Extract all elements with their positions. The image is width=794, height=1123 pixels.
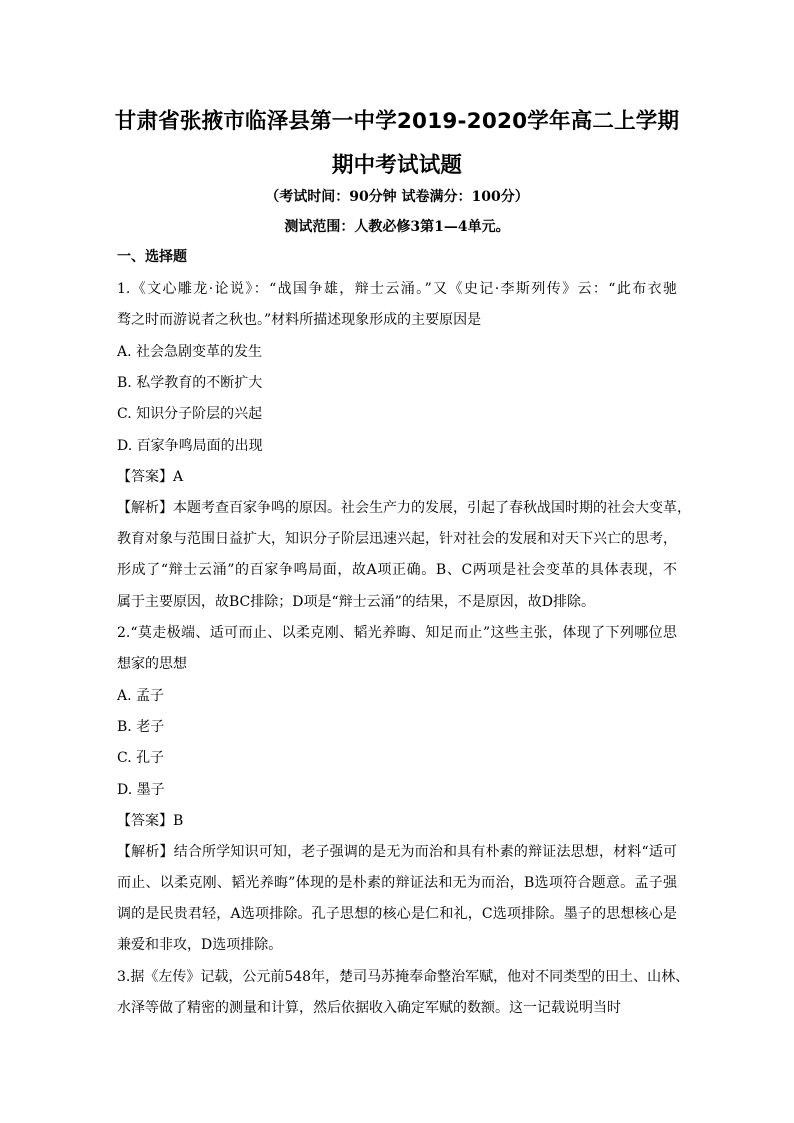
q1-analysis-line-3: 形成了“辩士云涌”的百家争鸣局面，故A项正确。B、C两项是社会变革的具体表现，不 <box>117 562 677 578</box>
q1-answer: 【答案】A <box>117 469 184 485</box>
q2-option-c: C. 孔子 <box>117 750 165 766</box>
exam-info: （考试时间：90分钟 试卷满分：100分） <box>265 189 529 205</box>
q3-stem-line-1: 3.据《左传》记载，公元前548年，楚司马苏掩奉命整治军赋，他对不同类型的田土、山林、 <box>117 969 690 985</box>
q1-analysis-line-2: 教育对象与范围日益扩大，知识分子阶层迅速兴起，针对社会的发展和对天下兴亡的思考， <box>117 531 677 547</box>
q1-stem-line-1: 1.《文心雕龙·论说》：“战国争雄，辩士云涌。”又《史记·李斯列传》云：“此布衣驰 <box>117 281 677 297</box>
q2-option-d: D. 墨子 <box>117 782 165 798</box>
exam-scope: 测试范围：人教必修3第1—4单元。 <box>284 219 510 235</box>
q1-stem-line-2: 骛之时而游说者之秋也。”材料所描述现象形成的主要原因是 <box>117 312 482 328</box>
q2-stem-line-1: 2.“莫走极端、适可而止、以柔克刚、韬光养晦、知足而止”这些主张，体现了下列哪位思 <box>117 625 677 641</box>
q2-answer: 【答案】B <box>117 813 184 829</box>
q2-analysis-line-1: 【解析】结合所学知识可知，老子强调的是无为而治和具有朴素的辩证法思想，材料“适可 <box>117 844 677 860</box>
q2-option-b: B. 老子 <box>117 719 165 735</box>
q1-option-d: D. 百家争鸣局面的出现 <box>117 438 263 454</box>
section-heading: 一、选择题 <box>117 249 187 265</box>
q1-option-b: B. 私学教育的不断扩大 <box>117 375 263 391</box>
q2-stem-line-2: 想家的思想 <box>117 656 187 672</box>
q1-analysis-line-4: 属于主要原因，故BC排除；D项是“辩士云涌”的结果，不是原因，故D排除。 <box>117 594 596 610</box>
q1-option-a: A. 社会急剧变革的发生 <box>117 344 263 360</box>
q2-option-a: A. 孟子 <box>117 688 165 704</box>
document-title-line-1: 甘肃省张掖市临泽县第一中学2019-2020学年高二上学期 <box>114 109 680 134</box>
q2-analysis-line-3: 调的是民贵君轻，A选项排除。孔子思想的核心是仁和礼，C选项排除。墨子的思想核心是 <box>117 906 677 922</box>
q1-analysis-line-1: 【解析】本题考查百家争鸣的原因。社会生产力的发展，引起了春秋战国时期的社会大变革， <box>117 500 691 516</box>
q1-option-c: C. 知识分子阶层的兴起 <box>117 406 263 422</box>
q3-stem-line-2: 水泽等做了精密的测量和计算，然后依据收入确定军赋的数额。这一记载说明当时 <box>117 1000 621 1016</box>
document-title-line-2: 期中考试试题 <box>331 153 463 178</box>
q2-analysis-line-4: 兼爱和非攻，D选项排除。 <box>117 937 283 953</box>
q2-analysis-line-2: 而止、以柔克刚、韬光养晦”体现的是朴素的辩证法和无为而治，B选项符合题意。孟子强 <box>117 875 677 891</box>
